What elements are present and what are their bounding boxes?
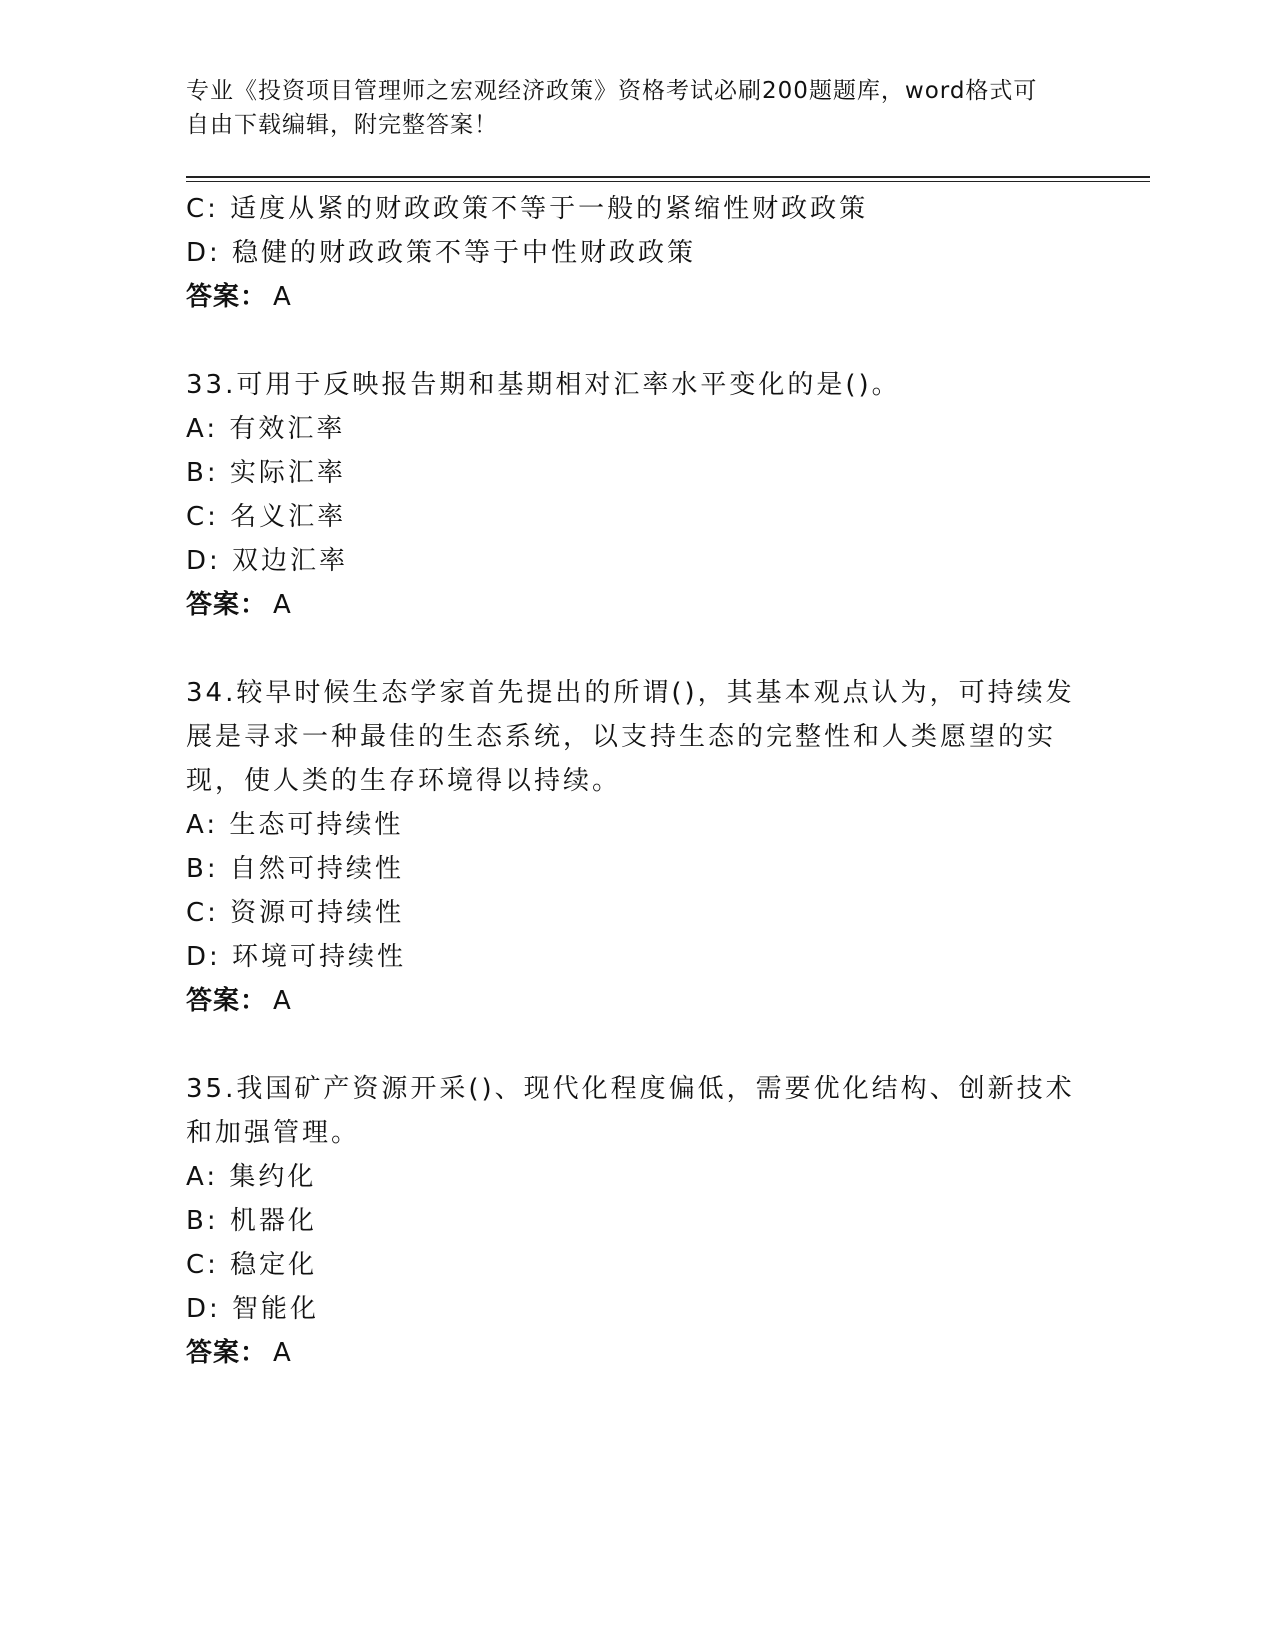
answer-value: A [273, 590, 292, 620]
question-34-stem-line-2: 展是寻求一种最佳的生态系统，以支持生态的完整性和人类愿望的实 [186, 722, 1057, 752]
question-35-option-a: A: 集约化 [186, 1162, 317, 1192]
question-35-stem-line-2: 和加强管理。 [186, 1118, 361, 1148]
question-34-option-b: B: 自然可持续性 [186, 854, 404, 884]
header-line-1: 专业《投资项目管理师之宏观经济政策》资格考试必刷200题题库，word格式可 [186, 78, 1038, 104]
answer-label: 答案： [186, 986, 268, 1016]
header-divider-thin [186, 181, 1150, 182]
question-35-option-b: B: 机器化 [186, 1206, 317, 1236]
question-33-option-a: A: 有效汇率 [186, 414, 346, 444]
question-33-stem: 33.可用于反映报告期和基期相对汇率水平变化的是()。 [186, 370, 901, 400]
question-34-stem-line-3: 现，使人类的生存环境得以持续。 [186, 766, 622, 796]
option-c: C: 适度从紧的财政政策不等于一般的紧缩性财政政策 [186, 194, 869, 224]
answer-value: A [273, 1338, 292, 1368]
header-divider-thick [186, 176, 1150, 178]
answer-value: A [273, 282, 292, 312]
answer-value: A [273, 986, 292, 1016]
answer-line [186, 276, 292, 313]
question-34-answer [186, 980, 292, 1017]
question-34-option-c: C: 资源可持续性 [186, 898, 405, 928]
question-33-option-b: B: 实际汇率 [186, 458, 346, 488]
document-header [186, 74, 1086, 142]
answer-label: 答案： [186, 282, 268, 312]
question-33-option-c: C: 名义汇率 [186, 502, 347, 532]
question-35-answer [186, 1332, 292, 1369]
question-34-option-a: A: 生态可持续性 [186, 810, 404, 840]
question-35-option-d: D: 智能化 [186, 1294, 320, 1324]
question-33-option-d: D: 双边汇率 [186, 546, 349, 576]
answer-label: 答案： [186, 590, 268, 620]
question-35-option-c: C: 稳定化 [186, 1250, 318, 1280]
option-d: D: 稳健的财政政策不等于中性财政政策 [186, 238, 697, 268]
question-34-option-d: D: 环境可持续性 [186, 942, 407, 972]
question-34-stem-line-1: 34.较早时候生态学家首先提出的所谓()，其基本观点认为，可持续发 [186, 678, 1075, 708]
question-33-answer [186, 584, 292, 621]
answer-label: 答案： [186, 1338, 268, 1368]
header-line-2: 自由下载编辑，附完整答案！ [186, 112, 498, 138]
question-35-stem-line-1: 35.我国矿产资源开采()、现代化程度偏低，需要优化结构、创新技术 [186, 1074, 1075, 1104]
